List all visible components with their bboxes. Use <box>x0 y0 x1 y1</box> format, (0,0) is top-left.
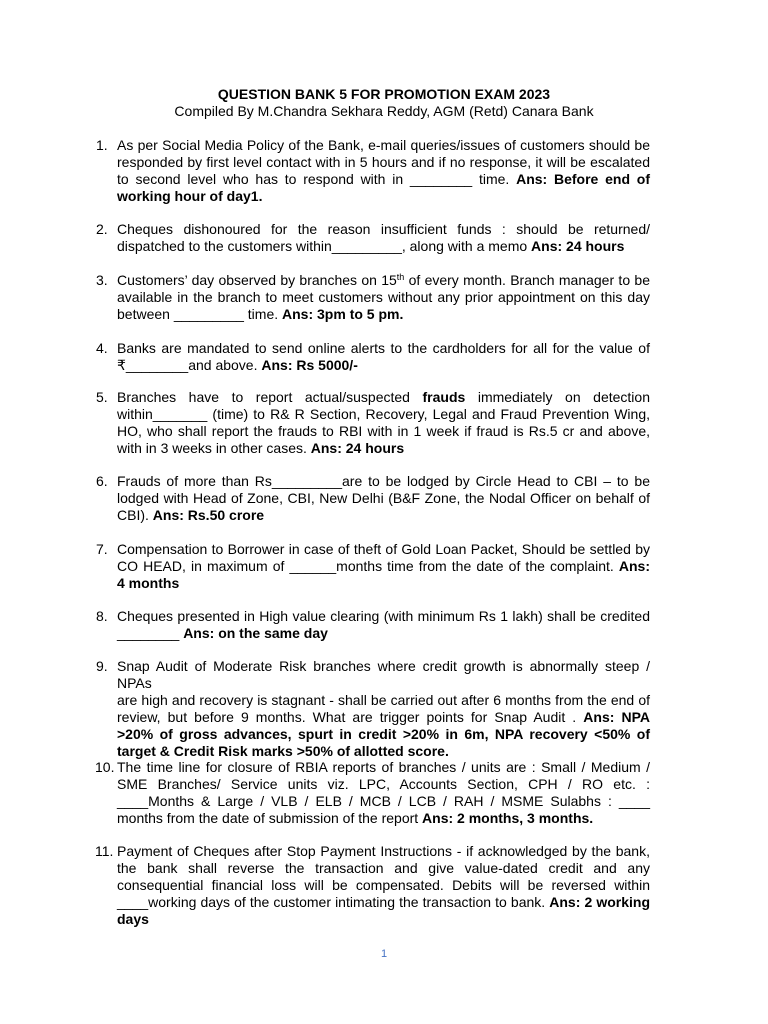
answer-text: 4 months <box>117 575 180 591</box>
question-6 <box>96 473 650 524</box>
question-10 <box>96 759 650 827</box>
question-text: available in the branch to meet customers without any prior appointment on this day <box>117 289 650 305</box>
answer-text: working hour of day1. <box>117 188 263 204</box>
answer-text: Ans: 2 working <box>549 894 650 910</box>
superscript: th <box>396 272 405 282</box>
document-subtitle: Compiled By M.Chandra Sekhara Reddy, AGM (Retd) Canara Bank <box>174 103 594 119</box>
question-7 <box>96 541 650 592</box>
question-number: 4. <box>96 340 108 356</box>
question-text: Banks are mandated to send online alerts to the cardholders for all for the value of <box>117 340 650 356</box>
question-4 <box>96 340 650 374</box>
question-text: Customers’ day observed by branches on 15 <box>117 272 397 288</box>
question-text: to second level who has to respond with in ________ time. <box>117 171 510 187</box>
question-number: 5. <box>96 389 108 405</box>
question-text: Branches have to report actual/suspected <box>117 389 423 405</box>
answer-text: Ans: 2 months, 3 months. <box>422 810 594 826</box>
question-text: with in 3 weeks in other cases. <box>117 440 311 456</box>
answer-text: Ans: 24 hours <box>531 238 625 254</box>
answer-text: days <box>117 911 149 927</box>
question-9 <box>96 658 650 760</box>
question-number: 10. <box>95 759 115 775</box>
question-text: ₹________and above. <box>117 357 262 373</box>
question-number: 3. <box>96 272 108 288</box>
question-text: ____working days of the customer intimating the transaction to bank. <box>117 894 550 910</box>
question-11 <box>96 843 650 928</box>
emphasis-text: frauds <box>422 389 466 405</box>
answer-text: Ans: on the same day <box>183 625 328 641</box>
answer-text: Ans: 3pm to 5 pm. <box>282 306 404 322</box>
question-text: within_______ (time) to R& R Section, Recovery, Legal and Fraud Prevention Wing, <box>117 406 650 422</box>
question-number: 9. <box>96 658 108 674</box>
question-text: between _________ time. <box>117 306 283 322</box>
question-2 <box>96 221 650 255</box>
question-number: 7. <box>96 541 108 557</box>
question-number: 1. <box>96 137 108 153</box>
question-number: 2. <box>96 221 108 237</box>
question-text: Snap Audit of Moderate Risk branches where credit growth is abnormally steep / NPAs <box>117 658 650 691</box>
question-3 <box>96 272 650 323</box>
question-5 <box>96 389 650 457</box>
answer-text: >20% of gross advances, spurt in credit >20% in 6m, NPA recovery <50% of <box>117 726 650 742</box>
question-text: of every month. Branch manager to be <box>404 272 650 288</box>
question-1 <box>96 137 650 205</box>
question-text: immediately on detection <box>465 389 650 405</box>
question-number: 11. <box>95 843 114 859</box>
question-text: HO, who shall report the frauds to RBI with in 1 week if fraud is Rs.5 cr and above, <box>117 423 650 439</box>
question-text: lodged with Head of Zone, CBI, New Delhi (B&F Zone, the Nodal Officer on behalf of <box>117 490 650 506</box>
question-text: Payment of Cheques after Stop Payment Instructions - if acknowledged by the bank, <box>117 843 650 859</box>
question-text: Frauds of more than Rs_________are to be lodged by Circle Head to CBI – to be <box>117 473 650 489</box>
question-text: Cheques presented in High value clearing (with minimum Rs 1 lakh) shall be credited <box>117 608 650 624</box>
answer-text: Ans: NPA <box>583 709 650 725</box>
answer-text: Ans: <box>618 558 650 574</box>
question-number: 6. <box>96 473 108 489</box>
question-text: review, but before 9 months. What are trigger points for Snap Audit . <box>117 709 584 725</box>
question-8 <box>96 608 650 642</box>
answer-text: target & Credit Risk marks >50% of allotted score. <box>117 743 449 759</box>
answer-text: Ans: 24 hours <box>310 440 405 456</box>
question-text: ____Months & Large / VLB / ELB / MCB / LCB / RAH / MSME Sulabhs : ____ <box>117 793 650 809</box>
question-text: Compensation to Borrower in case of theft of Gold Loan Packet, Should be settled by <box>117 541 650 557</box>
question-text: responded by first level contact with in 5 hours and if no response, it will be escalated <box>117 154 650 170</box>
answer-text: Ans: Before end of <box>516 171 650 187</box>
question-number: 8. <box>96 608 108 624</box>
document-title: QUESTION BANK 5 FOR PROMOTION EXAM 2023 <box>217 86 551 102</box>
question-text: As per Social Media Policy of the Bank, e-mail queries/issues of customers should be <box>117 137 650 153</box>
question-text: are high and recovery is stagnant - shall be carried out after 6 months from the end of <box>117 692 650 708</box>
question-text: CO HEAD, in maximum of ______months time from the date of the complaint. <box>117 558 619 574</box>
question-text: consequential financial loss will be compensated. Debits will be reversed within <box>117 877 650 893</box>
question-text: CBI). <box>117 507 153 523</box>
question-text: Cheques dishonoured for the reason insufficient funds : should be returned/ <box>117 221 650 237</box>
question-text: the bank shall reverse the transaction and give value-dated credit and any <box>117 860 650 876</box>
answer-text: Ans: Rs.50 crore <box>152 507 265 523</box>
question-text: The time line for closure of RBIA reports of branches / units are : Small / Medium / <box>117 759 650 775</box>
answer-text: Ans: Rs 5000/- <box>261 357 358 373</box>
page-number: 1 <box>380 948 388 960</box>
question-text: dispatched to the customers within_________, along with a memo <box>117 238 532 254</box>
question-text: SME Branches/ Service units viz. LPC, Accounts Section, CPH / RO etc. : <box>117 776 650 792</box>
question-text: ________ <box>117 625 184 641</box>
question-text: months from the date of submission of the report <box>117 810 423 826</box>
